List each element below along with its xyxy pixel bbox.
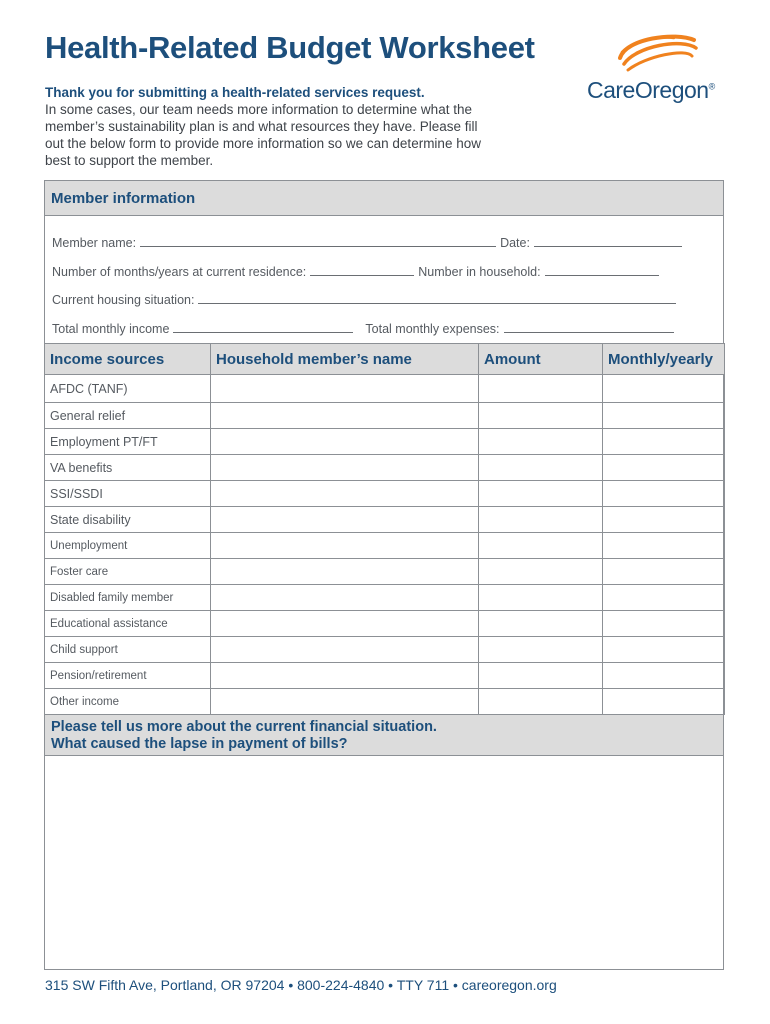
intro-lead: Thank you for submitting a health-related services request. xyxy=(45,85,425,100)
amount-cell[interactable] xyxy=(479,429,603,455)
frequency-cell[interactable] xyxy=(603,611,725,637)
frequency-cell[interactable] xyxy=(603,637,725,663)
col-monthly-yearly: Monthly/yearly xyxy=(603,344,725,375)
member-name-field[interactable] xyxy=(140,234,496,247)
amount-cell[interactable] xyxy=(479,689,603,715)
months-years-field[interactable] xyxy=(310,263,414,276)
income-sources-table xyxy=(44,343,725,715)
household-field[interactable] xyxy=(545,263,659,276)
swirl-logo-icon xyxy=(616,30,700,74)
monthly-expenses-field[interactable] xyxy=(504,320,674,333)
amount-cell[interactable] xyxy=(479,375,603,403)
amount-cell[interactable] xyxy=(479,637,603,663)
monthly-income-label: Total monthly income xyxy=(52,322,170,336)
income-source-label: Unemployment xyxy=(45,533,211,559)
intro-text xyxy=(45,84,485,169)
financial-situation-heading xyxy=(44,714,724,756)
table-row xyxy=(45,585,725,611)
member-name-cell[interactable] xyxy=(211,403,479,429)
table-row xyxy=(45,455,725,481)
table-row xyxy=(45,481,725,507)
frequency-cell[interactable] xyxy=(603,375,725,403)
member-name-cell[interactable] xyxy=(211,611,479,637)
member-name-cell[interactable] xyxy=(211,455,479,481)
situation-textarea[interactable] xyxy=(45,757,723,969)
member-name-cell[interactable] xyxy=(211,559,479,585)
table-row xyxy=(45,375,725,403)
frequency-cell[interactable] xyxy=(603,455,725,481)
frequency-cell[interactable] xyxy=(603,689,725,715)
amount-cell[interactable] xyxy=(479,507,603,533)
amount-cell[interactable] xyxy=(479,533,603,559)
income-source-label: AFDC (TANF) xyxy=(45,375,211,403)
frequency-cell[interactable] xyxy=(603,559,725,585)
table-row xyxy=(45,533,725,559)
income-source-label: Other income xyxy=(45,689,211,715)
income-source-label: General relief xyxy=(45,403,211,429)
member-name-cell[interactable] xyxy=(211,481,479,507)
income-source-label: Employment PT/FT xyxy=(45,429,211,455)
date-field[interactable] xyxy=(534,234,682,247)
household-label: Number in household: xyxy=(418,265,541,279)
careoregon-logo xyxy=(580,30,740,110)
frequency-cell[interactable] xyxy=(603,585,725,611)
member-name-cell[interactable] xyxy=(211,585,479,611)
income-source-label: Foster care xyxy=(45,559,211,585)
income-source-label: Pension/retirement xyxy=(45,663,211,689)
member-name-cell[interactable] xyxy=(211,375,479,403)
member-name-cell[interactable] xyxy=(211,689,479,715)
amount-cell[interactable] xyxy=(479,559,603,585)
frequency-cell[interactable] xyxy=(603,403,725,429)
table-row xyxy=(45,689,725,715)
member-name-cell[interactable] xyxy=(211,663,479,689)
monthly-income-field[interactable] xyxy=(173,320,353,333)
frequency-cell[interactable] xyxy=(603,507,725,533)
col-income-sources: Income sources xyxy=(45,344,211,375)
table-header-row xyxy=(45,344,725,375)
amount-cell[interactable] xyxy=(479,663,603,689)
member-name-cell[interactable] xyxy=(211,533,479,559)
member-name-label: Member name: xyxy=(52,236,137,250)
table-row xyxy=(45,429,725,455)
member-name-cell[interactable] xyxy=(211,507,479,533)
logo-wordmark: CareOregon® xyxy=(587,77,715,103)
date-label: Date: xyxy=(500,236,530,250)
housing-label: Current housing situation: xyxy=(52,293,195,307)
amount-cell[interactable] xyxy=(479,403,603,429)
housing-row xyxy=(52,291,700,307)
table-row xyxy=(45,403,725,429)
col-member-name: Household member’s name xyxy=(211,344,479,375)
table-row xyxy=(45,637,725,663)
frequency-cell[interactable] xyxy=(603,663,725,689)
income-source-label: Child support xyxy=(45,637,211,663)
table-row xyxy=(45,559,725,585)
income-source-label: State disability xyxy=(45,507,211,533)
income-source-label: SSI/SSDI xyxy=(45,481,211,507)
amount-cell[interactable] xyxy=(479,611,603,637)
amount-cell[interactable] xyxy=(479,585,603,611)
income-expense-row xyxy=(52,320,700,336)
income-source-label: VA benefits xyxy=(45,455,211,481)
frequency-cell[interactable] xyxy=(603,429,725,455)
situation-line-1: Please tell us more about the current financial situation. xyxy=(51,719,437,735)
page-title: Health-Related Budget Worksheet xyxy=(45,30,535,65)
table-row xyxy=(45,611,725,637)
amount-cell[interactable] xyxy=(479,481,603,507)
footer-contact: 315 SW Fifth Ave, Portland, OR 97204 • 800-224-4840 • TTY 711 • careoregon.org xyxy=(45,977,557,993)
member-name-row xyxy=(52,234,700,250)
income-source-label: Disabled family member xyxy=(45,585,211,611)
member-info-heading: Member information xyxy=(44,180,724,216)
monthly-expenses-label: Total monthly expenses: xyxy=(365,322,500,336)
table-row xyxy=(45,663,725,689)
residence-row xyxy=(52,263,700,279)
col-amount: Amount xyxy=(479,344,603,375)
amount-cell[interactable] xyxy=(479,455,603,481)
months-years-label: Number of months/years at current residence: xyxy=(52,265,307,279)
housing-field[interactable] xyxy=(198,291,676,304)
income-source-label: Educational assistance xyxy=(45,611,211,637)
member-name-cell[interactable] xyxy=(211,429,479,455)
intro-body: In some cases, our team needs more information to determine what the member’s sustainability plan is and what resources they have. Please fill out the below form to provide more information so we can determine how best to support the member. xyxy=(45,102,481,168)
table-row xyxy=(45,507,725,533)
member-name-cell[interactable] xyxy=(211,637,479,663)
situation-line-2: What caused the lapse in payment of bills? xyxy=(51,736,348,752)
frequency-cell[interactable] xyxy=(603,481,725,507)
frequency-cell[interactable] xyxy=(603,533,725,559)
